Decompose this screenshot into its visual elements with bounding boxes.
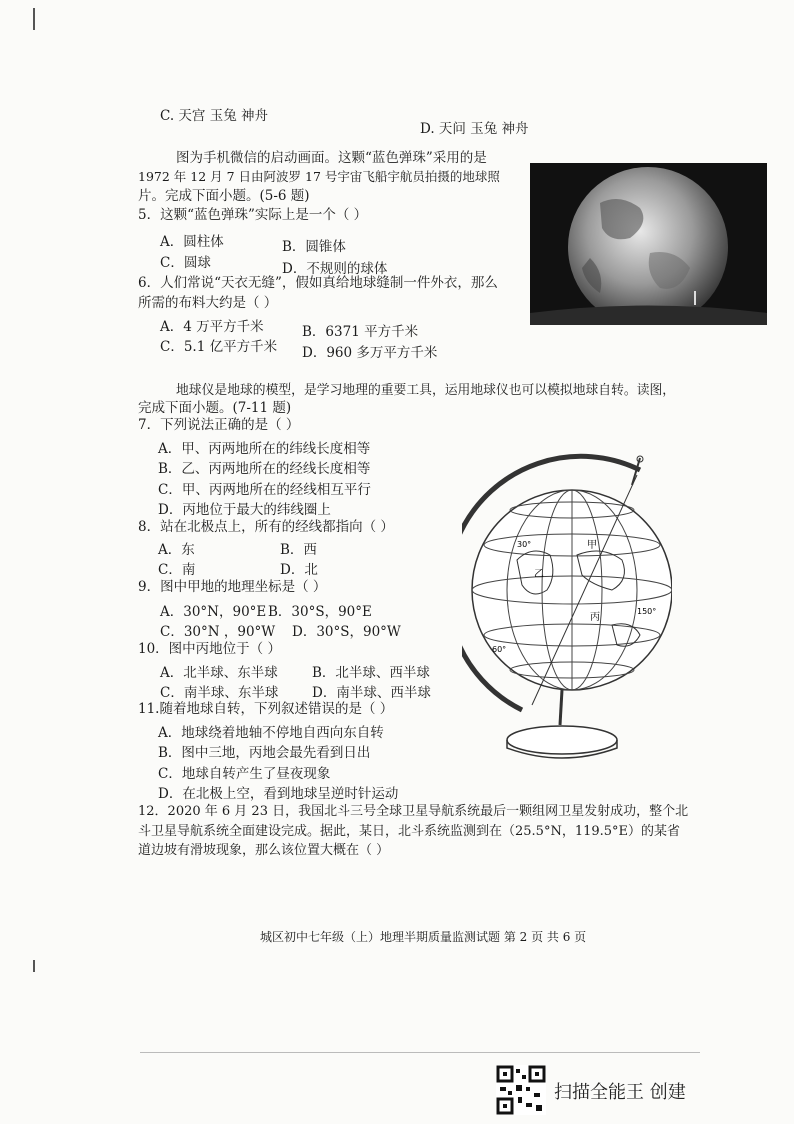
q5-option-b: B．圆锥体: [282, 239, 346, 255]
q9-option-c: C．30°N ，90°W: [160, 624, 276, 640]
label-60deg: 60°: [492, 645, 507, 654]
q8-stem: 8．站在北极点上，所有的经线都指向（ ）: [138, 519, 394, 535]
q12-line-1: 12．2020 年 6 月 23 日，我国北斗三号全球卫星导航系统最后一颗组网卫星发射成功，整个北: [138, 804, 689, 819]
q6-option-d: D．960 多万平方千米: [302, 345, 438, 361]
q5-option-a: A．圆柱体: [160, 234, 224, 250]
q11-option-a: A．地球绕着地轴不停地自西向东自转: [158, 725, 384, 741]
intro-2-line-1: 地球仪是地球的模型，是学习地理的重要工具，运用地球仪也可以模拟地球自转。读图，: [176, 383, 676, 398]
q12-line-2: 斗卫星导航系统全面建设完成。据此，某日，北斗系统监测到在（25.5°N，119.5°E）的某省: [138, 824, 681, 839]
q9-option-a: A．30°N，90°E: [160, 604, 267, 620]
intro-2-line-2: 完成下面小题。(7-11 题): [138, 400, 292, 416]
q7-stem: 7．下列说法正确的是（ ）: [138, 417, 300, 433]
q8-option-c: C．南: [158, 562, 196, 578]
label-30deg: 30°: [517, 540, 532, 549]
q7-option-a: A．甲、丙两地所在的纬线长度相等: [158, 441, 371, 457]
q11-stem: 11.随着地球自转，下列叙述错误的是（ ）: [138, 701, 394, 717]
q10-option-a: A．北半球、东半球: [160, 665, 278, 681]
binding-mark: [33, 960, 35, 972]
q6-option-a: A．4 万平方千米: [160, 319, 264, 335]
page-footer: 城区初中七年级（上）地理半期质量监测试题 第 2 页 共 6 页: [260, 930, 587, 944]
q6-option-c: C．5.1 亿平方千米: [160, 339, 278, 355]
earth-photo: [530, 163, 767, 325]
q9-option-b: B．30°S，90°E: [268, 604, 372, 620]
label-bing: 丙: [590, 612, 600, 623]
q8-option-d: D．北: [280, 562, 318, 578]
q6-option-b: B．6371 平方千米: [302, 324, 419, 340]
q11-option-b: B．图中三地，丙地会最先看到日出: [158, 745, 371, 761]
q8-option-a: A．东: [158, 542, 195, 558]
q10-stem: 10．图中丙地位于（ ）: [138, 641, 281, 657]
option-c-prev: C. 天宫 玉兔 神舟: [160, 108, 269, 124]
q11-option-d: D．在北极上空，看到地球呈逆时针运动: [158, 786, 399, 802]
intro-1-line-1: 图为手机微信的启动画面。这颗“蓝色弹珠”采用的是: [176, 150, 487, 166]
q10-option-d: D．南半球、西半球: [312, 685, 431, 701]
intro-1-line-2: 1972 年 12 月 7 日由阿波罗 17 号宇宙飞船宇航员拍摄的地球照: [138, 169, 500, 184]
q5-stem: 5．这颗“蓝色弹珠”实际上是一个（ ）: [138, 207, 368, 223]
scanner-watermark: 扫描全能王 创建: [554, 1082, 686, 1103]
q9-option-d: D．30°S，90°W: [292, 624, 401, 640]
label-jia: 甲: [587, 540, 597, 551]
option-d-prev: D. 天问 玉兔 神舟: [420, 121, 529, 137]
q8-option-b: B．西: [280, 542, 317, 558]
q12-line-3: 道边坡有滑坡现象，那么该位置大概在（ ）: [138, 843, 390, 858]
q5-option-d: D．不规则的球体: [282, 261, 388, 277]
q9-stem: 9．图中甲地的地理坐标是（ ）: [138, 579, 327, 595]
globe-illustration: [462, 450, 672, 760]
q5-option-c: C．圆球: [160, 255, 211, 271]
divider: [140, 1052, 700, 1053]
q11-option-c: C．地球自转产生了昼夜现象: [158, 766, 331, 782]
q6-stem-line-1: 6．人们常说“天衣无缝”，假如真给地球缝制一件外衣，那么: [138, 275, 498, 291]
binding-mark: [33, 8, 35, 30]
q7-option-c: C．甲、丙两地所在的经线相互平行: [158, 482, 371, 498]
label-150deg: 150°: [637, 607, 657, 616]
q7-option-d: D．丙地位于最大的纬线圈上: [158, 502, 331, 518]
q10-option-b: B．北半球、西半球: [312, 665, 430, 681]
intro-1-line-3: 片。完成下面小题。(5-6 题): [138, 188, 310, 204]
qr-code-icon: [496, 1065, 546, 1115]
q6-stem-line-2: 所需的布料大约是（ ）: [138, 295, 278, 311]
label-yi: 乙: [534, 569, 544, 580]
q7-option-b: B．乙、丙两地所在的经线长度相等: [158, 461, 371, 477]
q10-option-c: C．南半球、东半球: [160, 685, 279, 701]
